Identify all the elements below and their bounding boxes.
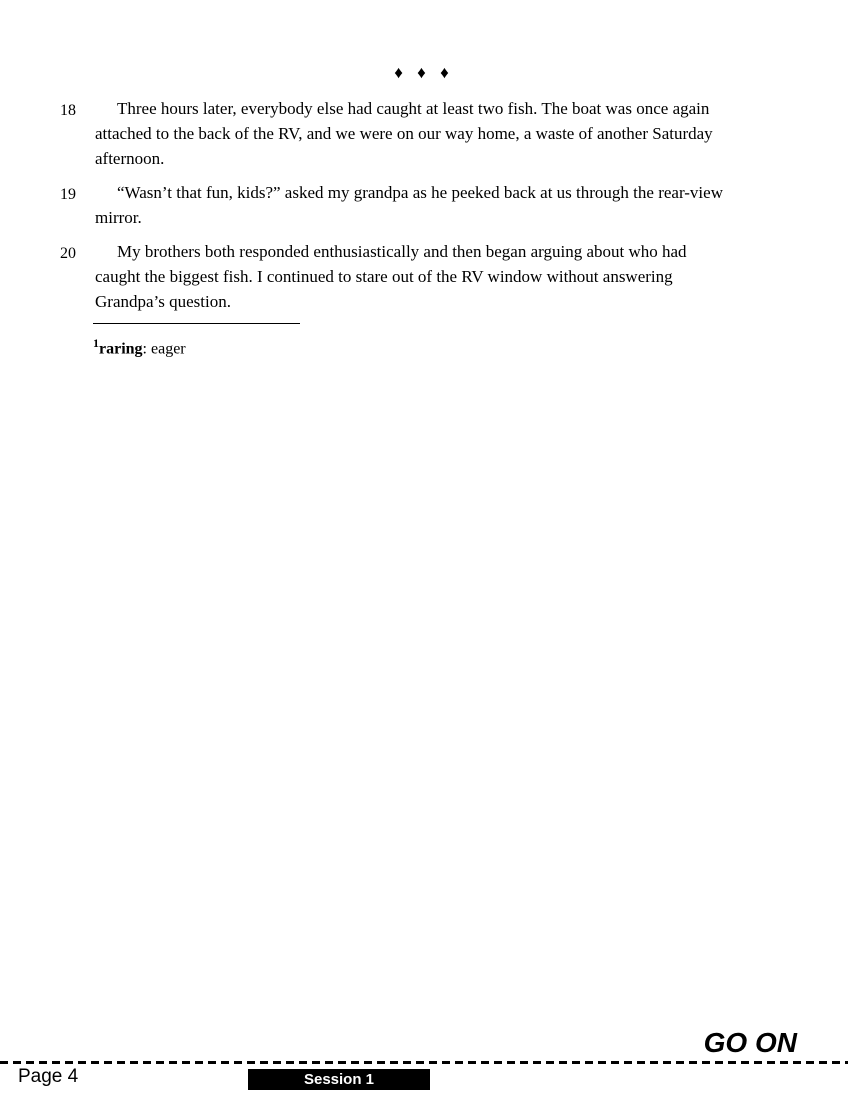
- paragraph-text: My brothers both responded enthusiastically and then began arguing about who had caught the biggest fish. I continued to stare out of the RV window without answering Grandpa’s question.: [95, 242, 687, 311]
- paragraph-number: 19: [60, 186, 76, 203]
- paragraph-text: Three hours later, everybody else had caught at least two fish. The boat was once again attached to the back of the RV, and we were on our way home, a waste of another Saturday afternoon.: [95, 99, 713, 168]
- paragraph-text: “Wasn’t that fun, kids?” asked my grandpa as he peeked back at us through the rear-view mirror.: [95, 183, 723, 227]
- page-number-label: Page 4: [18, 1066, 79, 1087]
- paragraph-number: 18: [60, 102, 76, 119]
- paragraph-20: [60, 239, 730, 314]
- footer-dashed-divider: [0, 1061, 848, 1064]
- footnote-term: raring: [99, 340, 143, 358]
- session-badge: Session 1: [248, 1069, 430, 1090]
- paragraph-18: [60, 96, 730, 171]
- paragraph-number: 20: [60, 245, 76, 262]
- passage-body: [60, 96, 730, 360]
- footnote-definition: : eager: [142, 340, 186, 358]
- footnote-divider: [93, 323, 300, 324]
- go-on-label: GO ON: [703, 1027, 797, 1058]
- paragraph-19: [60, 180, 730, 230]
- footnote: [93, 332, 730, 360]
- footnote-marker: 1: [93, 336, 99, 350]
- section-separator-diamonds: ♦ ♦ ♦: [394, 63, 454, 82]
